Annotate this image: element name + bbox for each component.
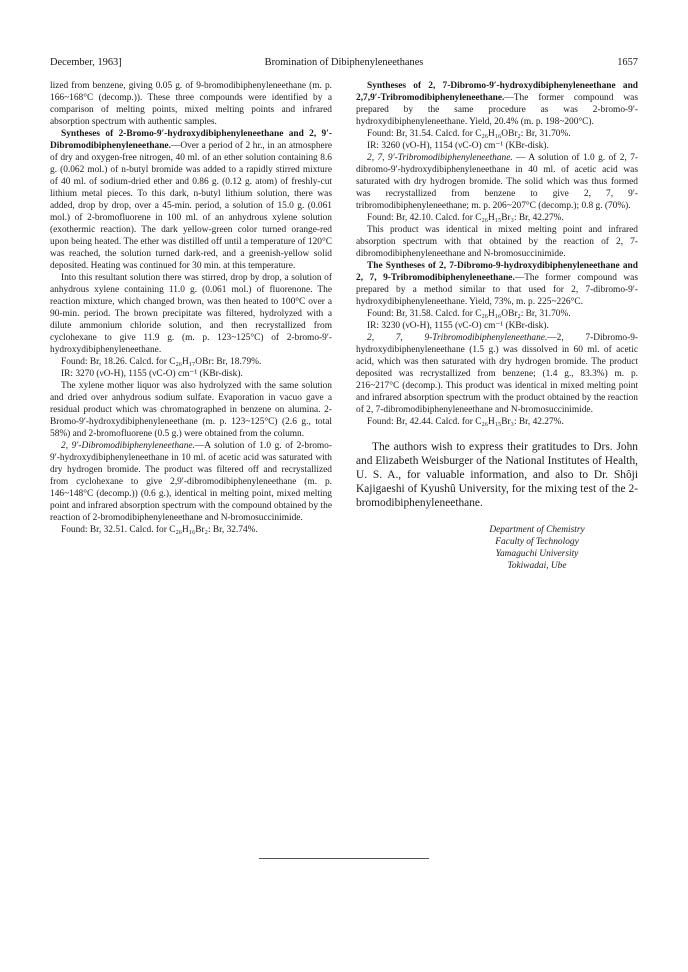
- body-paragraph: This product was identical in mixed melting point and infrared absorption spectrum with that obtained by the reaction of 2, 7-dibromodibiphenyleneethane and N-bromosuccinimide.: [356, 225, 638, 259]
- body-paragraph: Found: Br, 18.26. Calcd. for C₂₆H₁₇OBr: Br, 18.79%.: [61, 357, 262, 367]
- paragraph-text: —The former compound was prepared by the same procedure as was 2-bromo-9′-hydroxydibiphenyleneethane. Yield, 20.4% (m. p. 198~200°C).: [356, 93, 638, 127]
- body-paragraph: Found: Br, 31.58. Calcd. for C₂₆H₁₆OBr₂: Br, 31.70%.: [367, 309, 571, 319]
- author-affiliation: [356, 524, 638, 572]
- body-paragraph: IR: 3260 (νO-H), 1154 (νC-O) cm⁻¹ (KBr-disk).: [367, 141, 549, 151]
- section-heading: Syntheses of 2, 7-Dibromo-9′-hydroxydibiphenyleneethane and 2,7,9′-Tribromodibiphenyleneethane.: [356, 81, 638, 103]
- compound-paragraph: [356, 332, 638, 416]
- body-paragraph: IR: 3230 (νO-H), 1155 (νC-O) cm⁻¹ (KBr-disk).: [367, 321, 549, 331]
- compound-name: 2, 9′-Dibromodibiphenyleneethane.: [61, 441, 195, 451]
- section-paragraph: [50, 128, 332, 272]
- affiliation-line: Tokiwadai, Ube: [507, 561, 567, 571]
- running-title: Bromination of Dibiphenyleneethanes: [264, 57, 424, 68]
- body-paragraph: IR: 3270 (νO-H), 1155 (νC-O) cm⁻¹ (KBr-disk).: [61, 369, 243, 379]
- affiliation-line: Department of Chemistry: [489, 525, 585, 535]
- paragraph-text: — A solution of 1.0 g. of 2, 7-dibromo-9′-hydroxydibiphenyleneethane in 40 ml. of acetic acid was saturated with dry hydrogen bromide. The solid which was thus formed was recrystallized from benzene to give 2, 7, 9′-tribromodibiphenyleneethane; m. p. 206~207°C (decomp.); 0.8 g. (70%).: [356, 153, 639, 211]
- left-column: [50, 80, 332, 536]
- body-paragraph: The xylene mother liquor was also hydrolyzed with the same solution and dried over anhydrous sodium sulfate. Evaporation in vacuo gave a residual product which was chromatographed in benzene on alumina. 2-Bromo-9′-hydroxydibiphenyleneethane (m. p. 123~125°C) (2.6 g., total 58%) and 2-bromofluorene (0.5 g.) were obtained from the column.: [50, 381, 332, 439]
- section-paragraph: [356, 260, 638, 308]
- right-column: [356, 80, 638, 572]
- compound-name: 2, 7, 9′-Tribromodibiphenyleneethane.: [367, 153, 513, 163]
- end-rule: [259, 858, 429, 859]
- paragraph-text: —Over a period of 2 hr., in an atmosphere of dry and oxygen-free nitrogen, 40 ml. of an ether solution containing 8.6 g. (0.062 mol.) of n-butyl bromide was added to a rapidly stirred mixture of 40 ml. of sodium-dried ether and 0.86 g. (0.12 g. atom) of freshly-cut lithium metal pieces. To this dark, n-butyl lithium solution, there was added, drop by drop, over a 45-min. period, a solution of 15.0 g. (0.061 mol.) of 2-bromofluorene in 100 ml. of an anhydrous xylene solution (exothermic reaction). The dark yellow-green color turned orange-red upon being heated. The ether was distilled off until a temperature of 120°C was reached, the solution turned dark-red, and a greenish-yellow solid deposited. Heating was continued for 30 min. at this temperature.: [50, 141, 332, 271]
- affiliation-line: Faculty of Technology: [495, 537, 579, 547]
- compound-paragraph: [356, 152, 638, 212]
- body-paragraph: Found: Br, 31.54. Calcd. for C₂₆H₁₆OBr₂: Br, 31.70%.: [367, 129, 571, 139]
- body-paragraph: Found: Br, 42.44. Calcd. for C₂₆H₁₅Br₃: Br, 42.27%.: [367, 417, 564, 427]
- body-paragraph: lized from benzene, giving 0.05 g. of 9-bromodibiphenyleneethane (m. p. 166~168°C (decomp.)). These three compounds were identified by a comparison of melting points, mixed melting points and infrared absorption spectrum with authentic samples.: [50, 81, 332, 127]
- compound-name: 2, 7, 9-Tribromodibiphenyleneethane.: [367, 333, 548, 343]
- paragraph-text: —2, 7-Dibromo-9-hydroxydibiphenyleneethane (1.5 g.) was dissolved in 60 ml. of acetic acid, which was then saturated with dry hydrogen bromide. The product deposited was recrystallized from benzene; (1.4 g., 83.3%) m. p. 216~217°C (decomp.). This product was identical in mixed melting point and infrared absorption spectrum with the product obtained by the reaction of 2, 7-dibromodibiphenyleneethane and N-bromosuccinimide.: [356, 333, 639, 415]
- running-head: [50, 55, 638, 71]
- issue-date: December, 1963]: [50, 57, 122, 68]
- compound-paragraph: [50, 440, 332, 524]
- acknowledgement: The authors wish to express their gratitudes to Drs. John and Elizabeth Weisburger of the National Institutes of Health, U. S. A., for valuable information, and also to Dr. Shôji Kajigaeshi of Kyushû University, for the mixing test of the 2-bromodibiphenyleneethane.: [356, 441, 638, 509]
- page-number: 1657: [617, 57, 638, 68]
- body-paragraph: Into this resultant solution there was stirred, drop by drop, a solution of anhydrous xylene containing 11.0 g. (0.061 mol.) of fluorenone. The reaction mixture, which changed brown, was then heated to 100°C over a 90-min. period. The brown precipitate was filtered, hydrolyzed with a dilute ammonium chloride solution, and then recrystallized from cyclohexane to give 11.9 g. (m. p. 123~125°C) of 2-bromo-9′-hydroxydibiphenyleneethane.: [50, 273, 332, 355]
- body-paragraph: Found: Br, 32.51. Calcd. for C₂₆H₁₆Br₂: Br, 32.74%.: [61, 525, 258, 535]
- paragraph-text: —The former compound was prepared by a method similar to that used for 2, 7-dibromo-9′-hydroxydibiphenyleneethane. Yield, 73%, m. p. 225~226°C.: [356, 273, 638, 307]
- paragraph-text: —A solution of 1.0 g. of 2-bromo-9′-hydroxydibiphenyleneethane in 10 ml. of acetic acid was saturated with dry hydrogen bromide. The product was filtered off and recrystallized from cyclohexane to give 2,9′-dibromodibiphenyleneethane (m. p. 146~148°C (decomp.)) (0.6 g.), identical in melting point, mixed melting point and infrared absorption spectrum with the compound obtained by the reaction of 2-bromodibiphenyleneethane and N-bromosuccinimide.: [50, 441, 332, 523]
- section-heading: Syntheses of 2-Bromo-9′-hydroxydibiphenyleneethane and 2, 9′-Dibromodibiphenyleneethane.: [50, 129, 332, 151]
- section-paragraph: [356, 80, 638, 128]
- body-paragraph: Found: Br, 42.10. Calcd. for C₂₆H₁₅Br₃: Br, 42.27%.: [367, 213, 564, 223]
- section-heading: The Syntheses of 2, 7-Dibromo-9-hydroxydibiphenyleneethane and 2, 7, 9-Tribromodibiphenyleneethane.: [356, 261, 638, 283]
- affiliation-line: Yamaguchi University: [495, 549, 579, 559]
